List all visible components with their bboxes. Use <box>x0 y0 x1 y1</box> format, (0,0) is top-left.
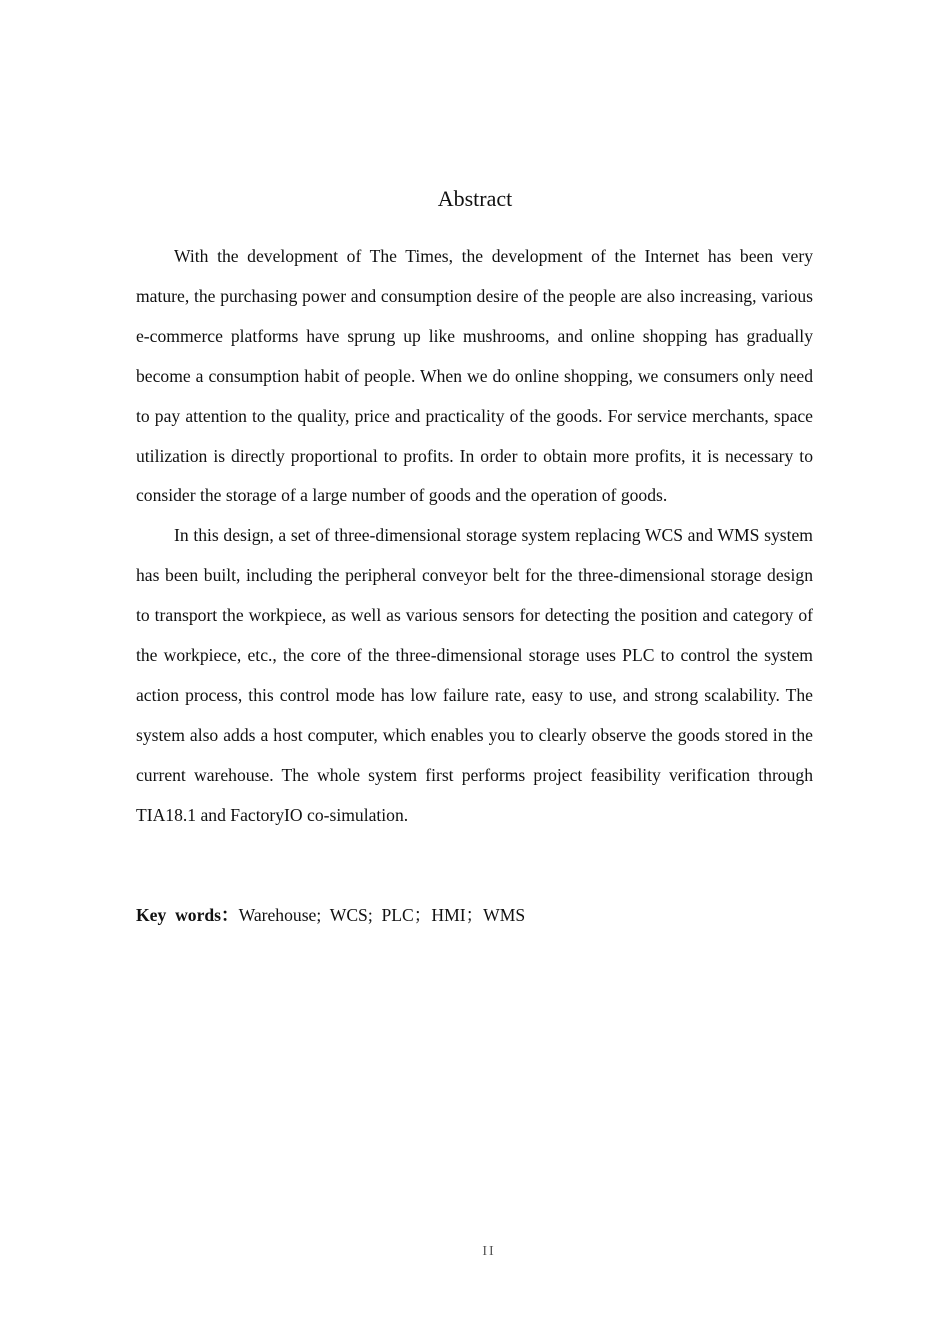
abstract-body <box>136 237 813 836</box>
keywords-value: Warehouse; WCS; PLC；HMI；WMS <box>238 905 526 925</box>
abstract-paragraph-2: In this design, a set of three-dimensional storage system replacing WCS and WMS system has been built, including the peripheral conveyor belt for the three-dimensional storage design to transport the workpiece, as well as various sensors for detecting the position and category of the workpiece, etc., the core of the three-dimensional storage uses PLC to control the system action process, this control mode has low failure rate, easy to use, and strong scalability. The system also adds a host computer, which enables you to clearly observe the goods stored in the current warehouse. The whole system first performs project feasibility verification through TIA18.1 and FactoryIO co-simulation. <box>136 525 813 825</box>
abstract-paragraph-1: With the development of The Times, the development of the Internet has been very mature, the purchasing power and consumption desire of the people are also increasing, various e-commerce platforms have sprung up like mushrooms, and online shopping has gradually become a consumption habit of people. When we do online shopping, we consumers only need to pay attention to the quality, price and practicality of the goods. For service merchants, space utilization is directly proportional to profits. In order to obtain more profits, it is necessary to consider the storage of a large number of goods and the operation of goods. <box>136 246 813 506</box>
keywords-label: Key words： <box>136 905 239 925</box>
page-number: II <box>482 1244 496 1259</box>
abstract-title: Abstract <box>437 186 513 211</box>
keywords-line <box>136 898 813 932</box>
